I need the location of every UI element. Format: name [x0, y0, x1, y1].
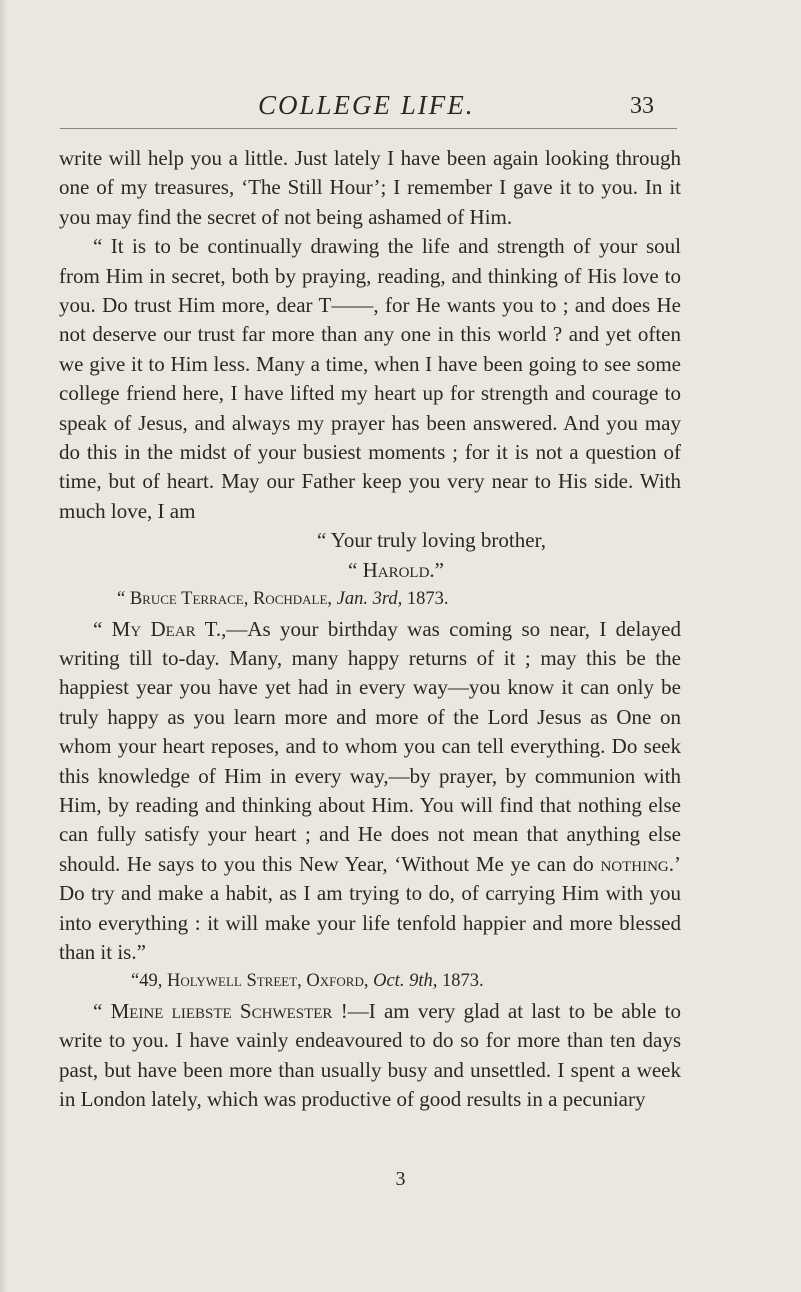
address-date: Jan. 3rd, — [336, 589, 403, 610]
address-place: “49, Holywell Street, Oxford, — [131, 971, 369, 992]
salutation: “ My Dear — [93, 616, 196, 641]
paragraph-text: T.,—As your birthday was coming so near, I delayed writing till to-day. Many, many happy returns of it ; may this be the happiest year you have yet had in every way—you know it can only be truly happy as you learn more and more of the Lord Jesus as One on whom your heart reposes, and to whom you can tell everything. Do seek this knowledge of Him in every way,—by prayer, by communion with Him, by reading and thinking about Him. You will find that nothing else can fully satisfy your heart ; and He does not mean that anything else should. He says to you this New Year, ‘Without Me ye can do — [59, 616, 681, 876]
address-year: 1873. — [441, 971, 484, 992]
address-place: “ Bruce Terrace, Rochdale, — [117, 589, 333, 610]
letter-signature: “ Harold.” — [348, 557, 444, 582]
running-title: COLLEGE LIFE. — [258, 90, 475, 120]
body-text — [59, 144, 681, 1114]
page-edge — [0, 0, 8, 1292]
paragraph: “ It is to be continually drawing the life and strength of your soul from Him in secret, both by praying, reading, and thinking of His love to you. Do trust Him more, dear T——, for He wants you to ; and does He not deserve our trust far more than any one in this world ? and yet often we give it to Him less. Many a time, when I have been going to see some college friend here, I have lifted my heart up for strength and courage to speak of Jesus, and always my prayer has been answered. And you may do this in the midst of your busiest moments ; for it is not a question of time, but of heart. May our Father keep you very near to His side. With much love, I am — [59, 234, 681, 523]
address-date: Oct. 9th, — [373, 971, 438, 992]
letter-address — [59, 967, 681, 996]
page-number: 33 — [630, 93, 654, 119]
page-header — [0, 90, 801, 130]
address-year: 1873. — [406, 589, 449, 610]
letter-closing: “ Your truly loving brother, — [317, 528, 546, 553]
signature-mark: 3 — [395, 1168, 406, 1190]
salutation: “ Meine liebste Schwester — [93, 998, 333, 1023]
header-rule — [60, 128, 677, 129]
letter-address — [59, 585, 681, 614]
paragraph: write will help you a little. Just lately I have been again looking through one of my treasures, ‘The Still Hour’; I remember I gave it to you. In it you may find the secret of not being ashamed of Him. — [59, 146, 681, 229]
small-caps-word: nothing. — [600, 851, 675, 876]
paragraph-text: ’ Do try and make a habit, as I am trying to do, of carrying Him with you into everything : it will make your life tenfold happier and more blessed than it is.” — [59, 851, 682, 964]
paragraph — [59, 615, 681, 968]
paragraph-text: !—I am very glad at last to be able to write to you. I have vainly endeavoured to do so for more than ten days past, but have been more than usually busy and unsettled. I spent a week in London lately, which was productive of good results in a pecuniary — [59, 998, 681, 1111]
paragraph — [59, 997, 681, 1115]
